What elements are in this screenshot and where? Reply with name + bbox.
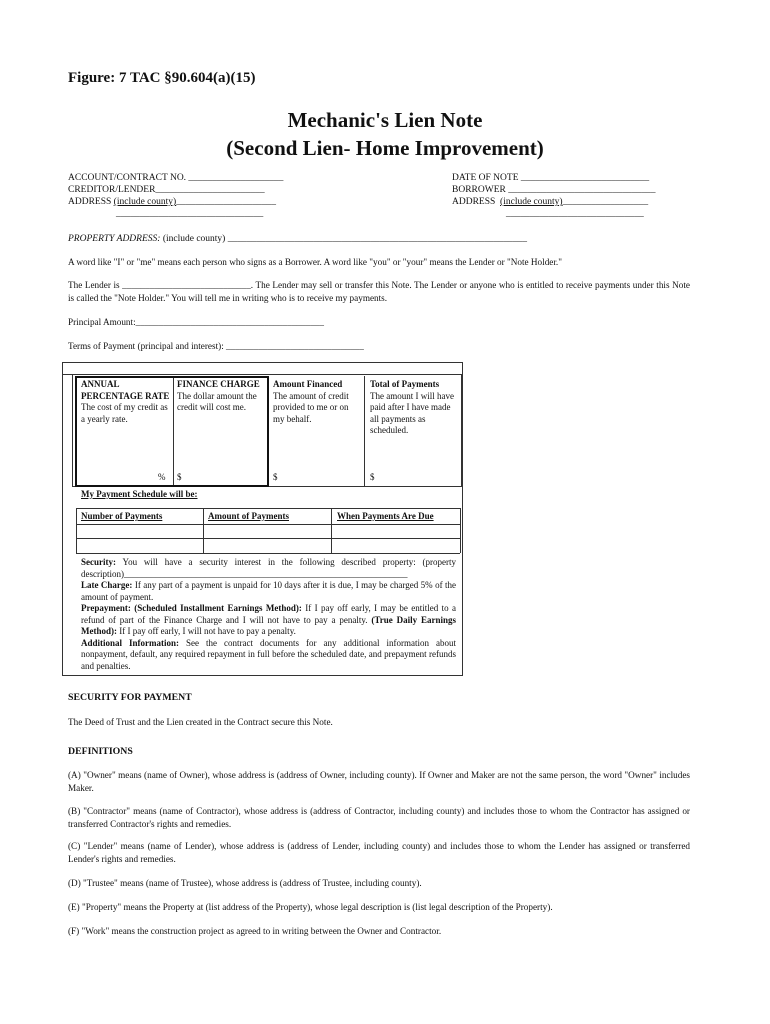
schedule-col-line [460, 508, 461, 553]
box-divider [72, 374, 73, 486]
address-label: ADDRESS [452, 197, 496, 207]
definition-trustee: (D) "Trustee" means (name of Trustee), whose address is (address of Trustee, including county). [68, 878, 422, 888]
finance-charge-description: The dollar amount the credit will cost me. [177, 390, 257, 412]
col-amount-of-payments: Amount of Payments [208, 511, 289, 521]
borrower-address-line2: _____________________________ [506, 209, 644, 219]
finance-charge-cell [177, 379, 263, 414]
address-blank: __________________ [562, 197, 649, 207]
box-divider [461, 374, 462, 486]
definition-owner: (A) "Owner" means (name of Owner), whose address is (address of Owner, including county). If Owner and Maker are not the same person, the word "Owner" includes Maker. [68, 770, 690, 793]
definition-contractor: (B) "Contractor" means (name of Contractor), whose address is (address of Contractor, including county) and includes those to whom the Contractor has assigned or transferred Contractor's rights and remedies. [68, 806, 690, 829]
document-subtitle: (Second Lien- Home Improvement) [226, 136, 544, 160]
definition-lender: (C) "Lender" means (name of Lender), whose address is (address of Lender, including county) and includes those to whom the Lender has assigned or transferred Lender's rights and remedies. [68, 841, 690, 864]
late-charge-disclosure: Late Charge: If any part of a payment is unpaid for 10 days after it is due, I may be charged 5% of the amount of payment. [81, 580, 456, 602]
col-when-payments-due: When Payments Are Due [337, 511, 434, 521]
box-divider [62, 374, 462, 375]
borrower-address-field [452, 196, 648, 208]
schedule-table-bottom [76, 553, 460, 554]
finance-charge-value: $ [177, 472, 182, 482]
include-county-note: (include county) [500, 197, 563, 207]
total-of-payments-value: $ [370, 472, 375, 482]
apr-description: The cost of my credit as a yearly rate. [81, 402, 168, 424]
amount-financed-description: The amount of credit provided to me or on my behalf. [273, 390, 349, 424]
definition-property: (E) "Property" means the Property at (list address of the Property), whose legal description is (list legal description of the Property). [68, 902, 553, 912]
borrower-field: BORROWER _______________________________ [452, 185, 656, 195]
terms-of-payment-field: Terms of Payment (principal and interest): ______________________________ [68, 341, 364, 351]
amount-financed-title: Amount Financed [273, 379, 343, 389]
security-for-payment-heading: SECURITY FOR PAYMENT [68, 692, 192, 703]
figure-label: Figure: 7 TAC §90.604(a)(15) [68, 70, 256, 86]
security-disclosure: Security: You will have a security interest in the following described property: (property description)_______________________________________________________________ [81, 557, 456, 579]
schedule-row-line [76, 538, 460, 539]
apr-title: ANNUAL PERCENTAGE RATE [81, 379, 170, 401]
total-of-payments-cell [370, 379, 456, 437]
total-of-payments-title: Total of Payments [370, 379, 440, 389]
definitions-heading: DEFINITIONS [68, 746, 133, 757]
payment-schedule-title: My Payment Schedule will be: [81, 489, 198, 499]
property-address-field [68, 233, 527, 245]
creditor-lender-field: CREDITOR/LENDER_______________________ [68, 185, 265, 195]
definition-work: (F) "Work" means the construction project as agreed to in writing between the Owner and Contractor. [68, 926, 442, 936]
account-contract-field: ACCOUNT/CONTRACT NO. ____________________ [68, 173, 284, 183]
creditor-address-line2: _______________________________ [116, 209, 264, 219]
amount-financed-value: $ [273, 472, 278, 482]
document-title: Mechanic's Lien Note [287, 108, 483, 132]
schedule-row-line [76, 524, 460, 525]
date-of-note-field: DATE OF NOTE ___________________________ [452, 173, 650, 183]
amount-financed-cell [273, 379, 361, 425]
col-number-of-payments: Number of Payments [81, 511, 163, 521]
lender-paragraph: The Lender is ____________________________. The Lender may sell or transfer this Note. The Lender or anyone who is entitled to receive payments under this Note is called the "Note Holder." You will tell me in writing who is to receive my payments. [68, 280, 690, 303]
finance-charge-title: FINANCE CHARGE [177, 379, 260, 389]
creditor-address-field [68, 196, 276, 208]
schedule-col-line [76, 508, 77, 553]
apr-value: % [158, 472, 166, 482]
schedule-table-top [76, 508, 460, 509]
security-for-payment-text: The Deed of Trust and the Lien created in the Contract secure this Note. [68, 717, 333, 727]
disclosure-terms [81, 557, 456, 672]
additional-information-disclosure: Additional Information: See the contract documents for any additional information about nonpayment, default, any required repayment in full before the scheduled date, and prepayment refunds and penalties. [81, 637, 456, 671]
property-address-blank: (include county) _______________________________________________________________ [160, 234, 527, 244]
address-blank: _____________________ [176, 197, 276, 207]
prepayment-disclosure: Prepayment: (Scheduled Installment Earnings Method): If I pay off early, I may be entitled to a refund of part of the Finance Charge and I will not have to pay a penalty. (True Daily Earnings Method): If I pay off early, I will not have to pay a penalty. [81, 603, 456, 636]
word-definition-paragraph: A word like "I" or "me" means each person who signs as a Borrower. A word like "you" or "your" means the Lender or "Note Holder." [68, 257, 562, 267]
column-divider [364, 376, 365, 486]
include-county-note: (include county) [113, 197, 177, 207]
schedule-col-line [203, 508, 204, 553]
address-label: ADDRESS [68, 197, 112, 207]
property-address-label: PROPERTY ADDRESS: [68, 234, 161, 244]
principal-amount-field: Principal Amount:_________________________________________ [68, 317, 324, 327]
apr-cell [81, 379, 171, 425]
schedule-col-line [331, 508, 332, 553]
total-of-payments-description: The amount I will have paid after I have made all payments as scheduled. [370, 390, 454, 435]
